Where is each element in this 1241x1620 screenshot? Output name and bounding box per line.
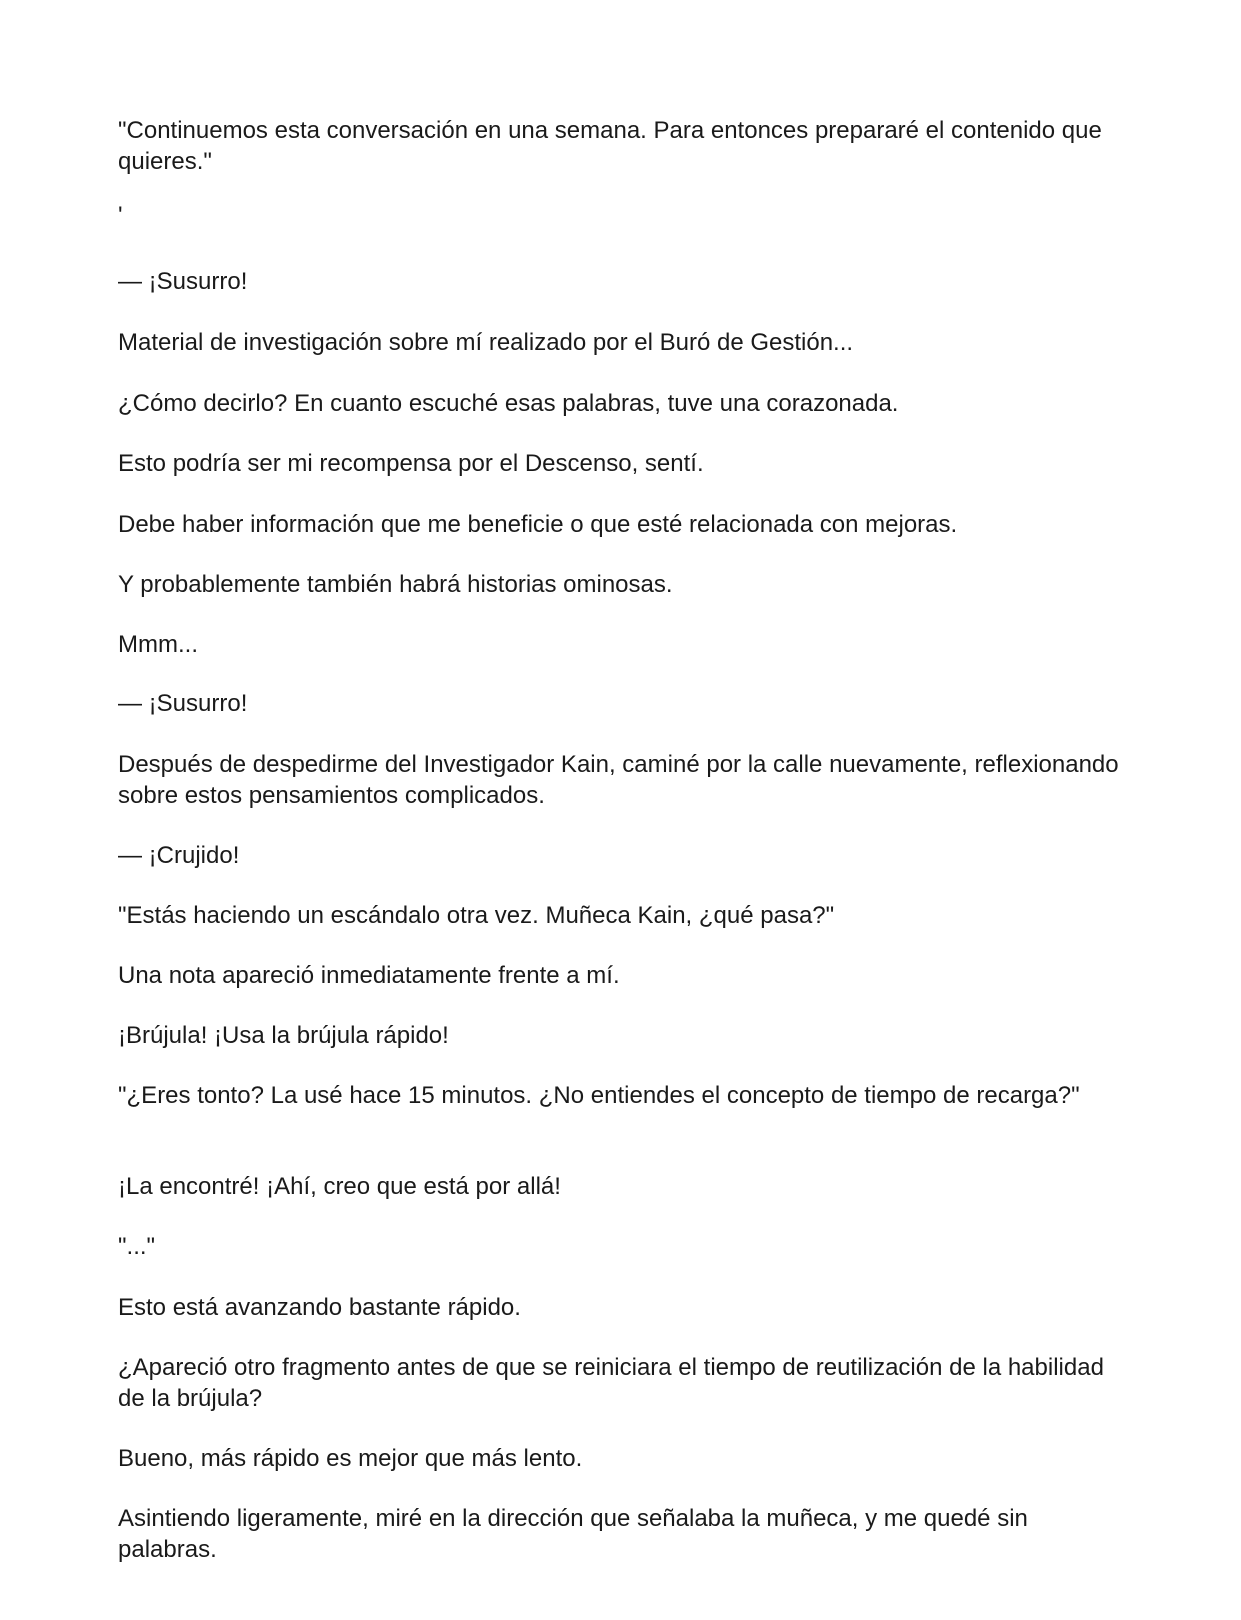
paragraph-3: — ¡Susurro! xyxy=(118,268,248,295)
paragraph-14: Una nota apareció inmediatamente frente a mí. xyxy=(118,962,620,989)
paragraph-5: ¿Cómo decirlo? En cuanto escuché esas palabras, tuve una corazonada. xyxy=(118,390,899,417)
paragraph-6: Esto podría ser mi recompensa por el Descenso, sentí. xyxy=(118,450,704,477)
paragraph-20: ¿Apareció otro fragmento antes de que se reiniciara el tiempo de reutilización de la habilidad de la brújula? xyxy=(118,1354,1104,1412)
paragraph-12: — ¡Crujido! xyxy=(118,842,240,869)
paragraph-7: Debe haber información que me beneficie o que esté relacionada con mejoras. xyxy=(118,511,958,538)
paragraph-18: "..." xyxy=(118,1233,156,1260)
paragraph-2: ' xyxy=(118,202,123,229)
paragraph-10: — ¡Susurro! xyxy=(118,690,248,717)
paragraph-15: ¡Brújula! ¡Usa la brújula rápido! xyxy=(118,1022,449,1049)
paragraph-17: ¡La encontré! ¡Ahí, creo que está por allá! xyxy=(118,1173,561,1200)
paragraph-19: Esto está avanzando bastante rápido. xyxy=(118,1294,521,1321)
paragraph-16: "¿Eres tonto? La usé hace 15 minutos. ¿No entiendes el concepto de tiempo de recarga?" xyxy=(118,1082,1080,1109)
paragraph-22: Asintiendo ligeramente, miré en la dirección que señalaba la muñeca, y me quedé sin palabras. xyxy=(118,1505,1028,1563)
paragraph-21: Bueno, más rápido es mejor que más lento. xyxy=(118,1445,583,1472)
paragraph-13: "Estás haciendo un escándalo otra vez. Muñeca Kain, ¿qué pasa?" xyxy=(118,902,835,929)
paragraph-4: Material de investigación sobre mí realizado por el Buró de Gestión... xyxy=(118,329,854,356)
paragraph-11: Después de despedirme del Investigador Kain, caminé por la calle nuevamente, reflexionando sobre estos pensamientos complicados. xyxy=(118,751,1119,809)
paragraph-8: Y probablemente también habrá historias ominosas. xyxy=(118,571,673,598)
paragraph-9: Mmm... xyxy=(118,631,198,658)
paragraph-1: "Continuemos esta conversación en una semana. Para entonces prepararé el contenido que quieres." xyxy=(118,117,1102,175)
